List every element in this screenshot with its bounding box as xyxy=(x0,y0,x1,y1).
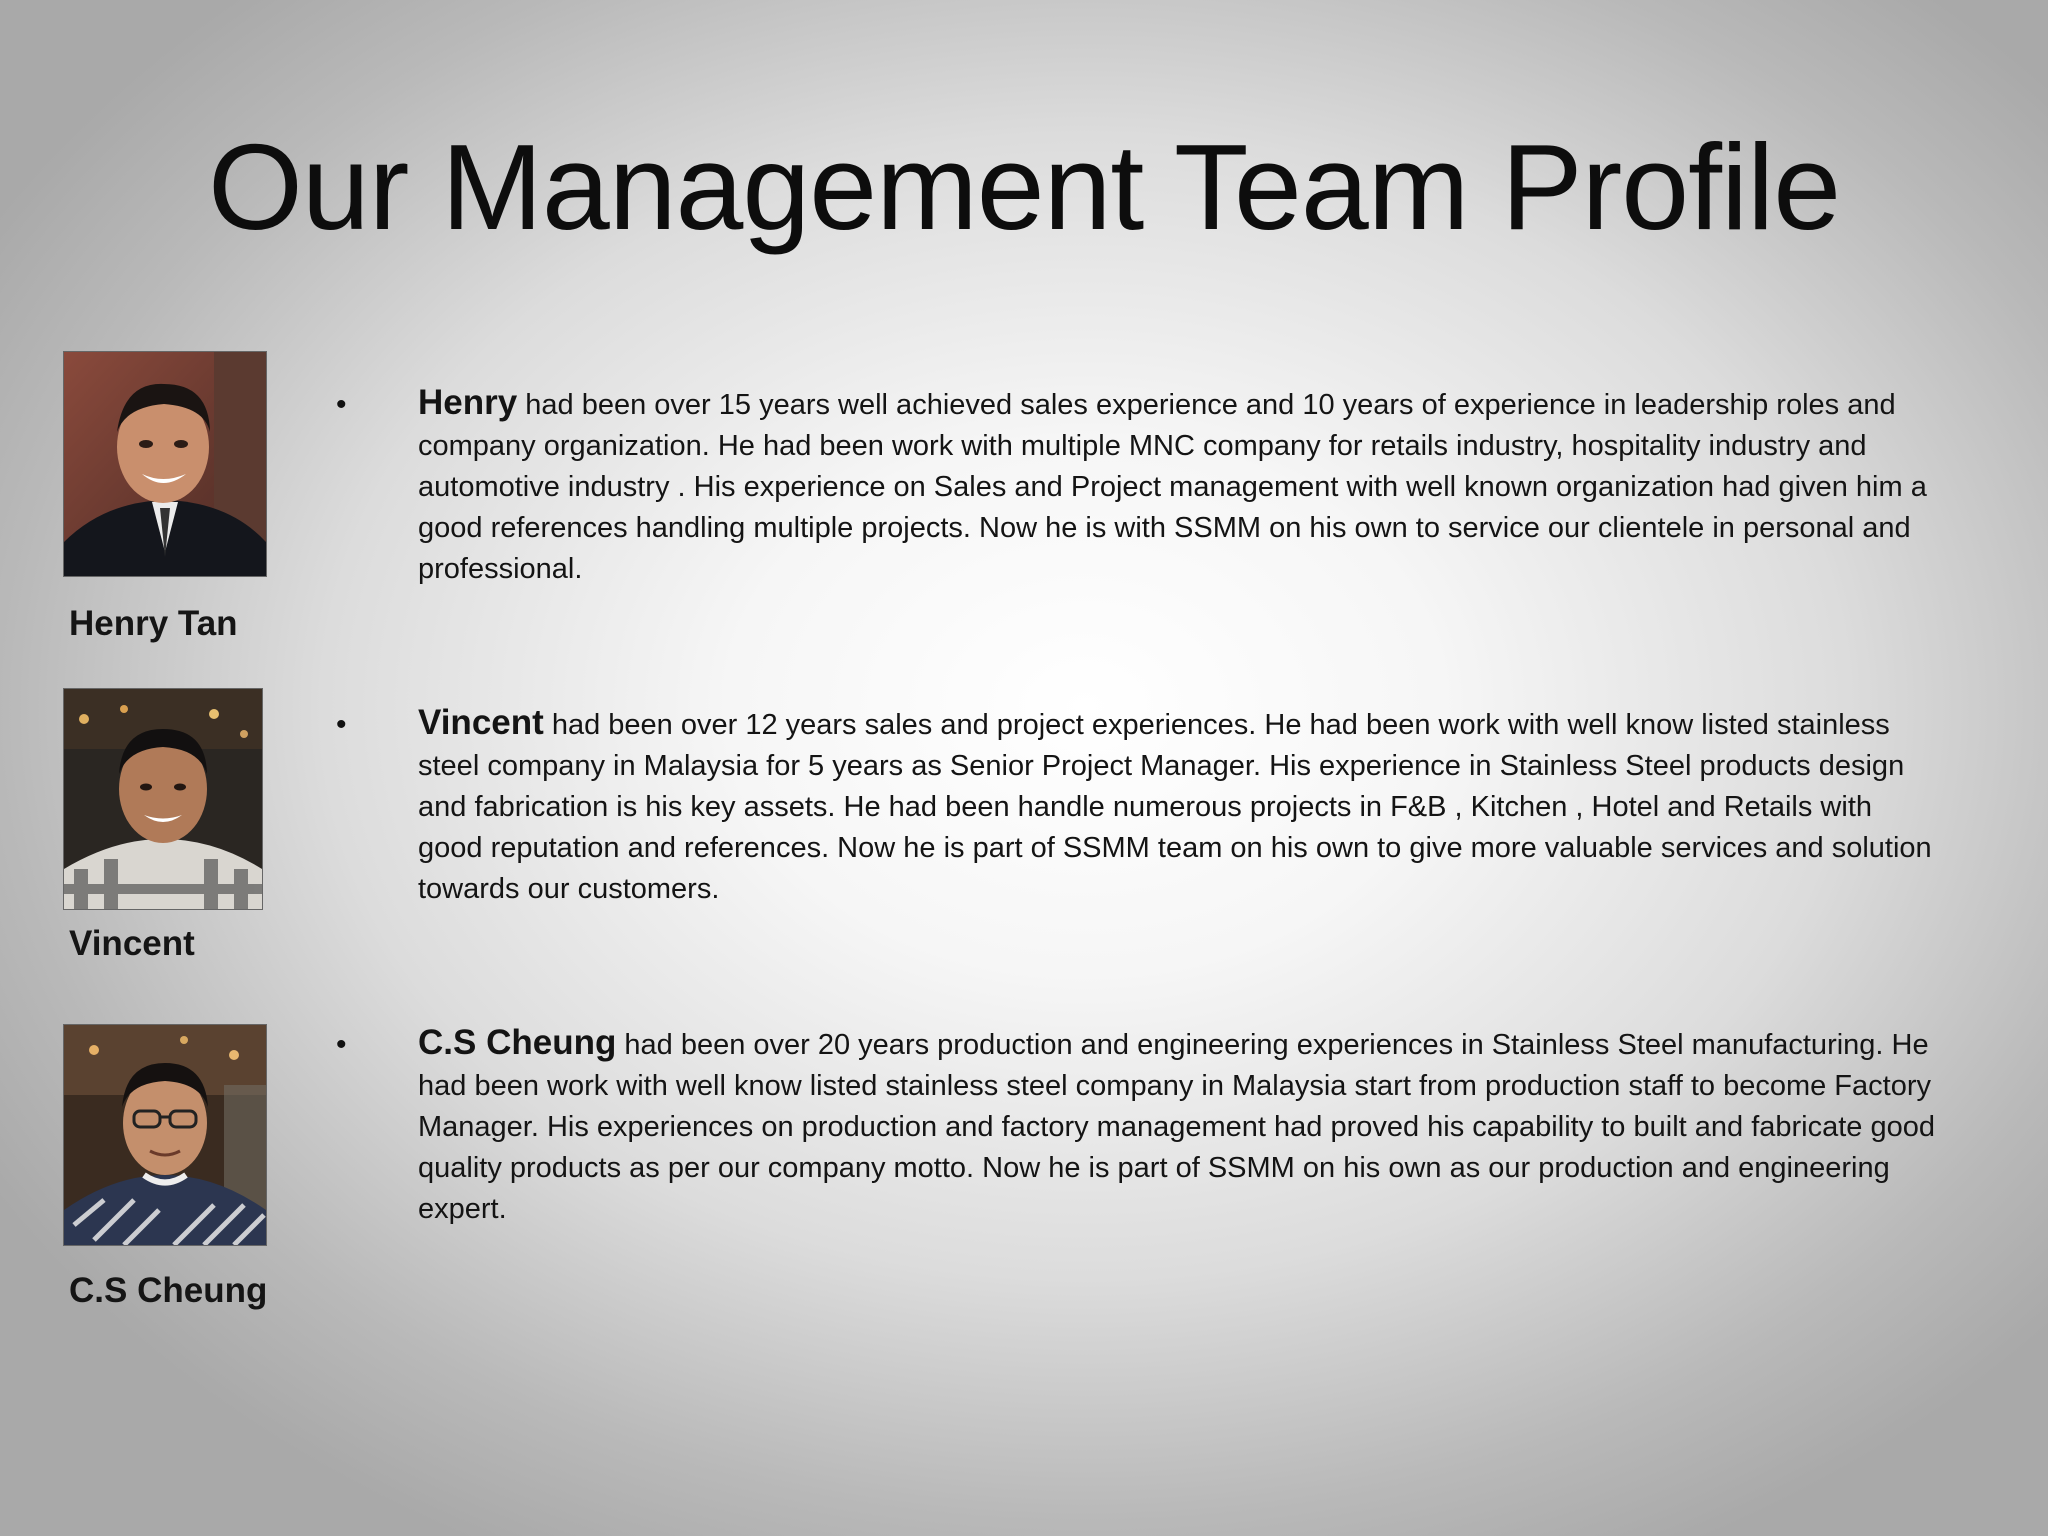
bio-body: had been over 20 years production and engineering experiences in Stainless Steel manufacturing. He had been work with well know listed stainless steel company in Malaysia start from production staff to become Factory Manager. His experiences on production and factory management had proved his capability to built and fabricate good quality products as per our company motto. Now he is part of SSMM on his own as our production and engineering expert. xyxy=(418,1029,1935,1225)
henry-name-caption: Henry Tan xyxy=(69,604,238,643)
vincent-name-caption: Vincent xyxy=(69,924,195,963)
bio-body: had been over 12 years sales and project experiences. He had been work with well know listed stainless steel company in Malaysia for 5 years as Senior Project Manager. His experience in Stainless Steel products design and fabrication is his key assets. He had been handle numerous projects in F&B , Kitchen , Hotel and Retails with good reputation and references. Now he is part of SSMM team on his own to give more valuable services and solution towards our customers. xyxy=(418,709,1932,905)
cs-cheung-photo xyxy=(63,1024,267,1246)
henry-photo xyxy=(63,351,267,577)
henry-bio-text xyxy=(418,382,1936,590)
bullet-marker: • xyxy=(336,708,347,741)
slide-title: Our Management Team Profile xyxy=(207,119,1841,255)
cs-cheung-bio-text xyxy=(418,1022,1936,1230)
bio-name: Vincent xyxy=(418,703,544,742)
bullet-marker: • xyxy=(336,1028,347,1061)
bio-body: had been over 15 years well achieved sales experience and 10 years of experience in leadership roles and company organization. He had been work with multiple MNC company for retails industry, hospitality industry and automotive industry . His experience on Sales and Project management with well known organization had given him a good references handling multiple projects. Now he is with SSMM on his own to service our clientele in personal and professional. xyxy=(418,389,1927,585)
vincent-bio xyxy=(336,702,1936,910)
cs-cheung-bio xyxy=(336,1022,1936,1230)
henry-bio xyxy=(336,382,1936,590)
bio-name: C.S Cheung xyxy=(418,1023,617,1062)
bio-name: Henry xyxy=(418,383,518,422)
vincent-photo xyxy=(63,688,263,910)
bullet-marker: • xyxy=(336,388,347,421)
cs-cheung-name-caption: C.S Cheung xyxy=(69,1271,268,1310)
vincent-bio-text xyxy=(418,702,1936,910)
